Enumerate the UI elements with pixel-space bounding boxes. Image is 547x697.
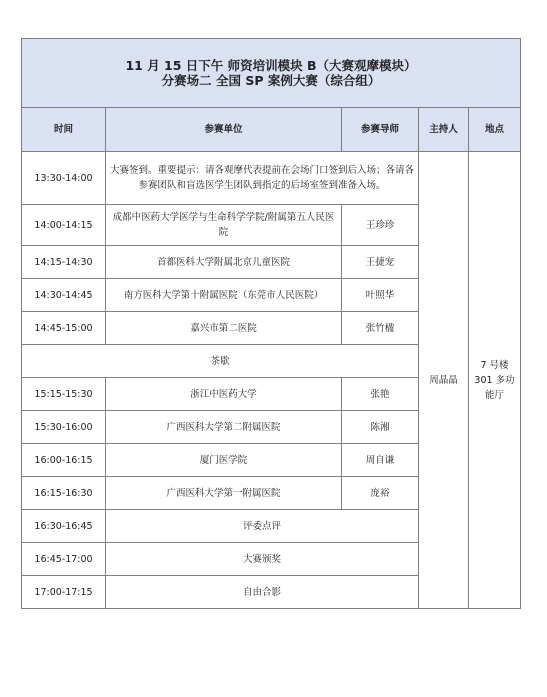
row-mentor: 王珍珍 (342, 205, 419, 246)
row-time: 16:15-16:30 (22, 477, 106, 510)
row-mentor: 叶照华 (342, 279, 419, 312)
location-cell: 7 号楼 301 多功能厅 (469, 152, 521, 609)
row-mentor: 陈湘 (342, 411, 419, 444)
row-mentor: 庞裕 (342, 477, 419, 510)
host-cell: 周晶晶 (419, 152, 469, 609)
row-time: 13:30-14:00 (22, 152, 106, 205)
header-location: 地点 (469, 108, 521, 152)
row-unit: 浙江中医药大学 (106, 378, 342, 411)
row-unit: 首都医科大学附属北京儿童医院 (106, 246, 342, 279)
row-mentor: 张竹楹 (342, 312, 419, 345)
table-row (22, 152, 521, 205)
header-host: 主持人 (419, 108, 469, 152)
header-mentor: 参赛导师 (342, 108, 419, 152)
row-time: 14:00-14:15 (22, 205, 106, 246)
row-time: 14:30-14:45 (22, 279, 106, 312)
row-time: 16:30-16:45 (22, 510, 106, 543)
row-unit: 南方医科大学第十附属医院（东莞市人民医院） (106, 279, 342, 312)
row-mentor: 张艳 (342, 378, 419, 411)
row-time: 16:00-16:15 (22, 444, 106, 477)
row-break: 茶歇 (22, 345, 419, 378)
row-unit: 嘉兴市第二医院 (106, 312, 342, 345)
row-time: 15:15-15:30 (22, 378, 106, 411)
row-time: 14:15-14:30 (22, 246, 106, 279)
title-line-2: 分赛场二 全国 SP 案例大赛（综合组） (161, 73, 381, 88)
row-unit: 大赛签到。重要提示：请各观摩代表提前在会场门口签到后入场；各请各参赛团队和盲选医学生团队到指定的后场室签到准备入场。 (106, 152, 419, 205)
row-unit: 评委点评 (106, 510, 419, 543)
row-unit: 广西医科大学第一附属医院 (106, 477, 342, 510)
schedule-table (21, 38, 521, 609)
table-title (22, 39, 521, 108)
row-unit: 成都中医药大学医学与生命科学学院/附属第五人民医院 (106, 205, 342, 246)
row-unit: 厦门医学院 (106, 444, 342, 477)
row-mentor: 王捷宠 (342, 246, 419, 279)
row-mentor: 周自谦 (342, 444, 419, 477)
header-time: 时间 (22, 108, 106, 152)
row-time: 15:30-16:00 (22, 411, 106, 444)
row-time: 14:45-15:00 (22, 312, 106, 345)
row-time: 17:00-17:15 (22, 576, 106, 609)
row-unit: 大赛颁奖 (106, 543, 419, 576)
title-line-1: 11 月 15 日下午 师资培训模块 B（大赛观摩模块） (125, 58, 417, 73)
row-time: 16:45-17:00 (22, 543, 106, 576)
row-unit: 广西医科大学第二附属医院 (106, 411, 342, 444)
header-unit: 参赛单位 (106, 108, 342, 152)
row-unit: 自由合影 (106, 576, 419, 609)
